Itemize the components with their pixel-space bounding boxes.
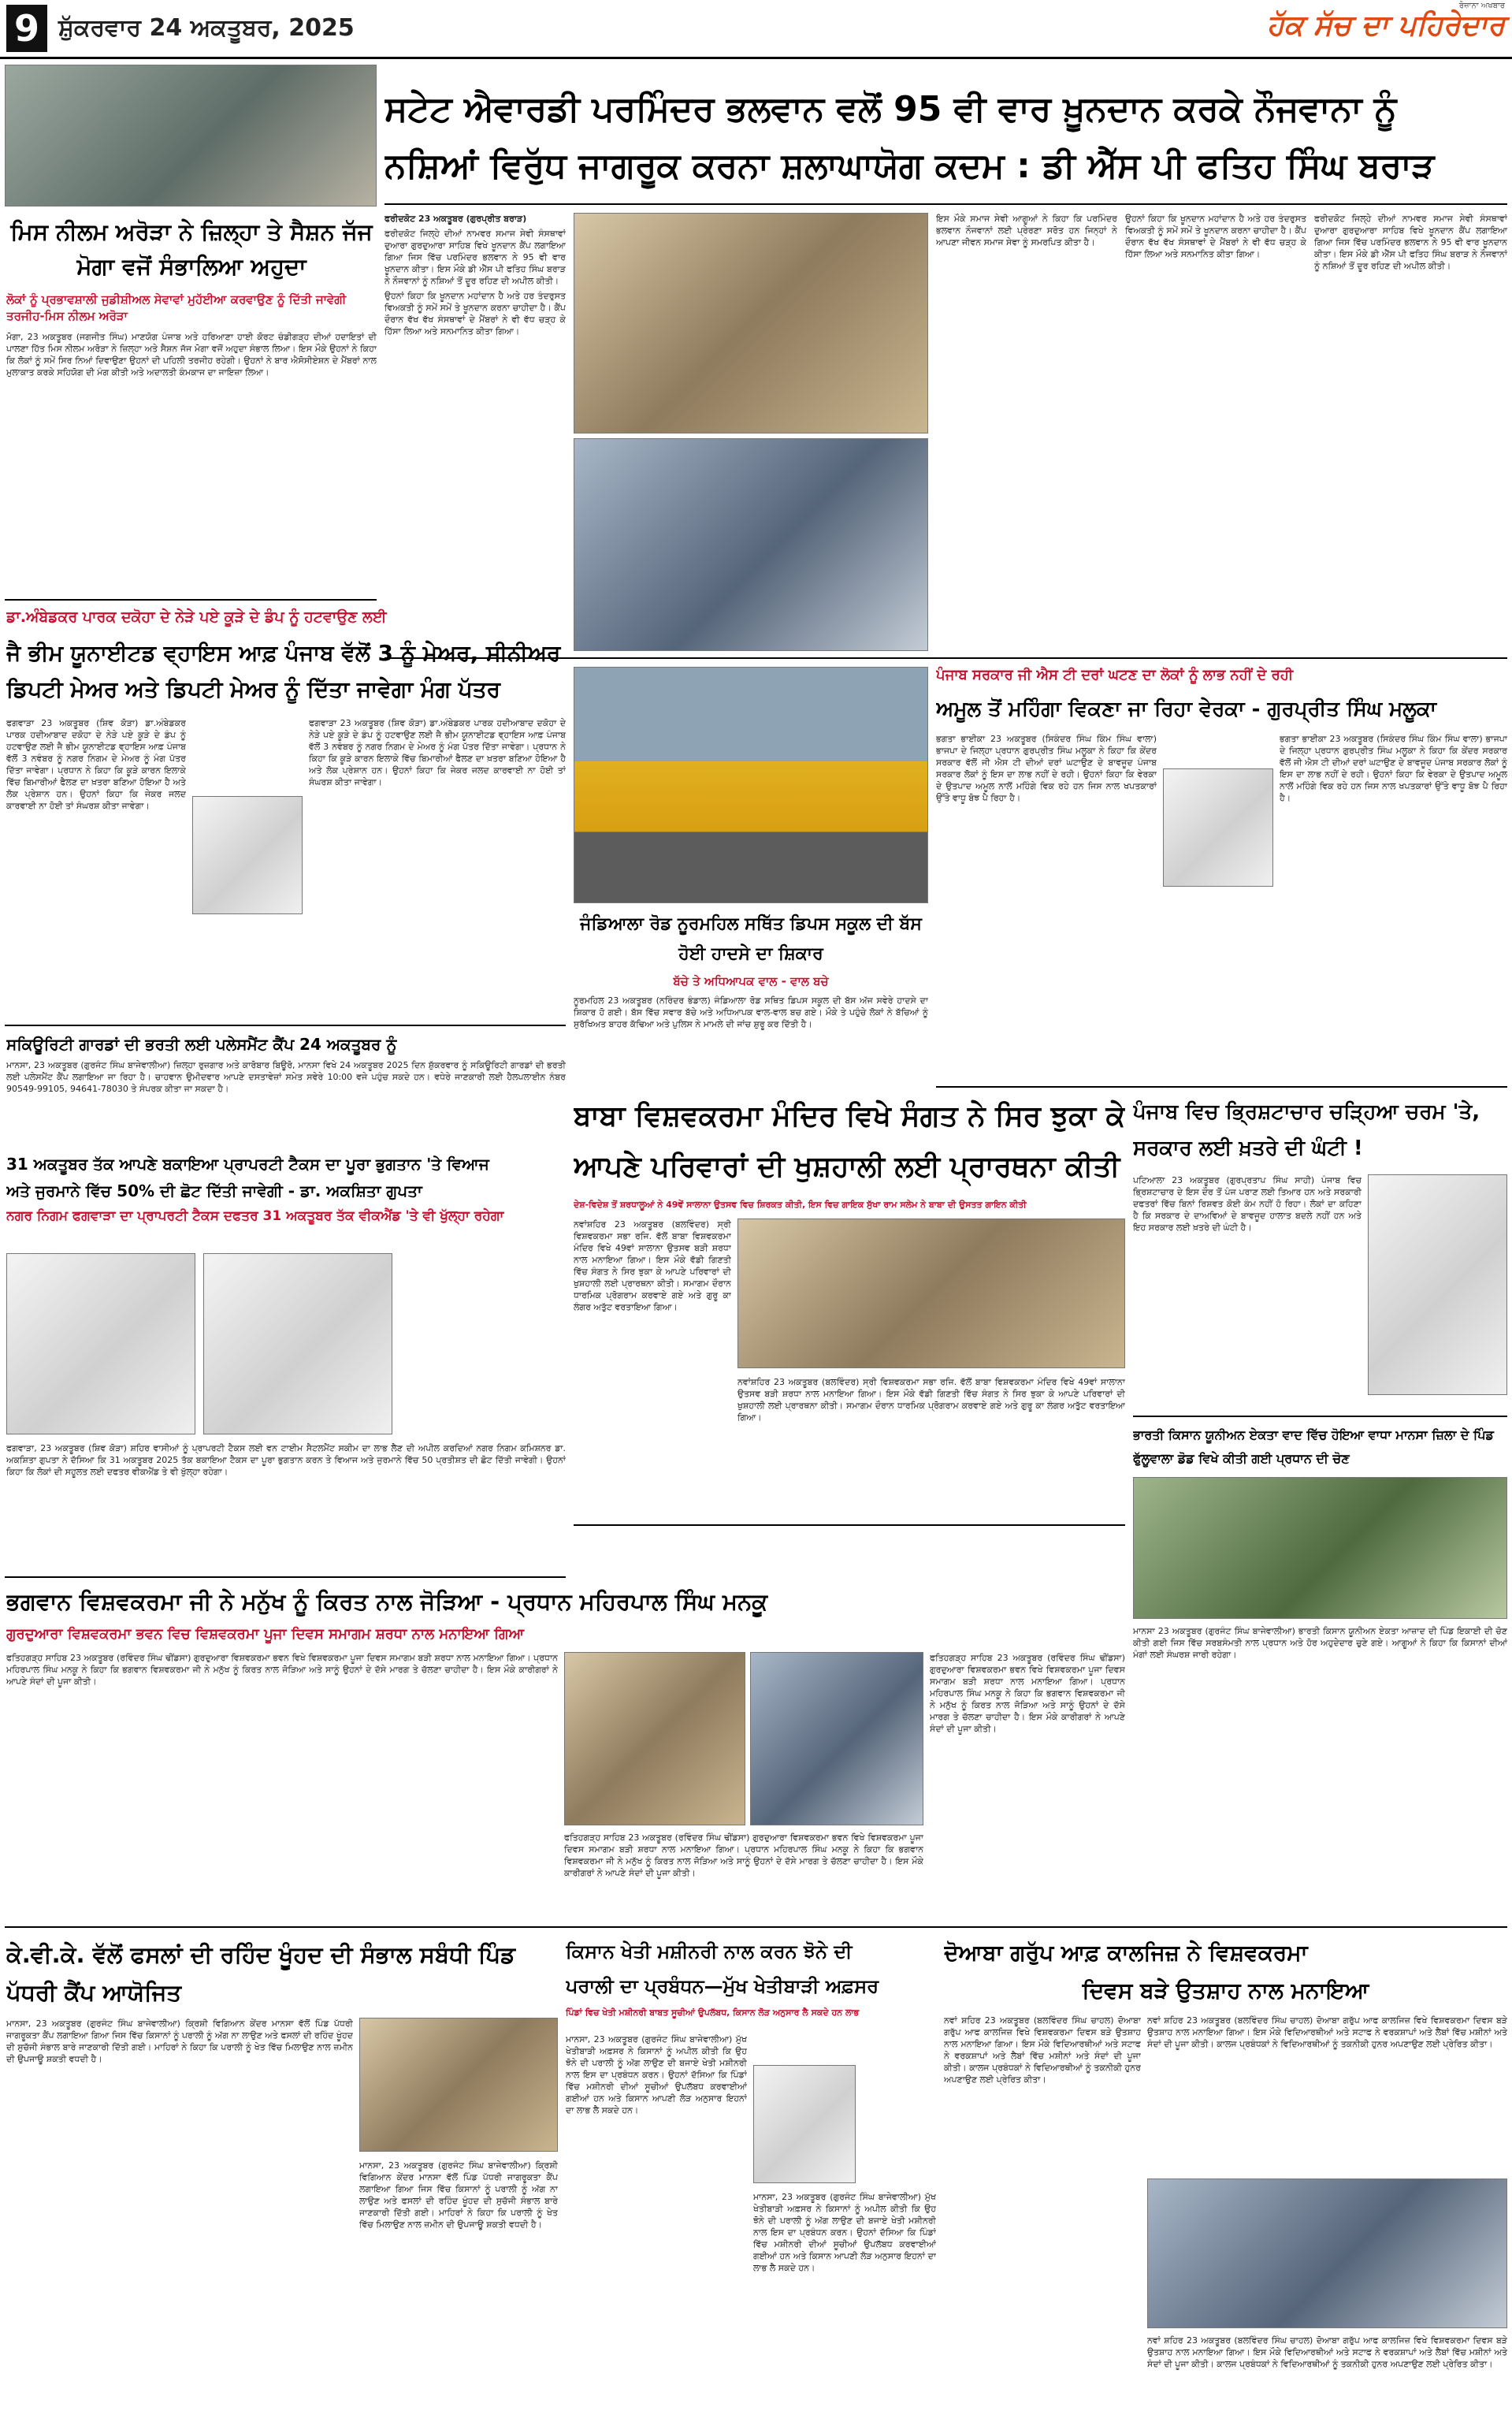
temple-body: ਨਵਾਂਸ਼ਹਿਰ 23 ਅਕਤੂਬਰ (ਬਲਵਿੰਦਰ) ਸ੍ਰੀ ਵਿਸ਼ਵਕਰਮਾ ਸਭਾ ਰਜਿ. ਵੱਲੋਂ ਬਾਬਾ ਵਿਸ਼ਵਕਰਮਾ ਮੰਦਿਰ ਵਿਖੇ 49ਵਾਂ ਸਾਲਾਨਾ ਉਤਸਵ ਬੜੀ ਸ਼ਰਧਾ ਨਾਲ ਮਨਾਇਆ ਗਿਆ। ਇਸ ਮੌਕੇ ਵੱਡੀ ਗਿਣਤੀ ਵਿੱਚ ਸੰਗਤ ਨੇ ਸਿਰ ਝੁਕਾ ਕੇ ਆਪਣੇ ਪਰਿਵਾਰਾਂ ਦੀ ਖੁਸ਼ਹਾਲੀ ਲਈ ਪ੍ਰਾਰਥਨਾ ਕੀਤੀ। ਸਮਾਗਮ ਦੌਰਾਨ ਧਾਰਮਿਕ ਪ੍ਰੋਗਰਾਮ ਕਰਵਾਏ ਗਏ ਅਤੇ ਗੁਰੂ ਕਾ ਲੰਗਰ ਅਤੁੱਟ ਵਰਤਾਇਆ ਗਿਆ।	[574, 1219, 731, 1312]
pooja-subhead: ਗੁਰਦੁਆਰਾ ਵਿਸ਼ਵਕਰਮਾ ਭਵਨ ਵਿਚ ਵਿਸ਼ਵਕਰਮਾ ਪੂਜਾ ਦਿਵਸ ਸਮਾਗਮ ਸ਼ਰਧਾ ਨਾਲ ਮਨਾਇਆ ਗਿਆ	[6, 1626, 525, 1643]
parali-headline-line2: ਪਰਾਲੀ ਦਾ ਪ੍ਰਬੰਧਨ—ਮੁੱਖ ਖੇਤੀਬਾੜੀ ਅਫ਼ਸਰ	[566, 1975, 879, 1997]
bus-body: ਨੂਰਮਹਿਲ 23 ਅਕਤੂਬਰ (ਨਰਿੰਦਰ ਭੰਡਾਲ) ਜੰਡਿਆਲਾ ਰੋਡ ਸਥਿਤ ਡਿਪਸ ਸਕੂਲ ਦੀ ਬੱਸ ਅੱਜ ਸਵੇਰੇ ਹਾਦਸੇ ਦਾ ਸ਼ਿਕਾਰ ਹੋ ਗਈ। ਬੱਸ ਵਿੱਚ ਸਵਾਰ ਬੱਚੇ ਅਤੇ ਅਧਿਆਪਕ ਵਾਲ-ਵਾਲ ਬਚ ਗਏ। ਮੌਕੇ ਤੇ ਪਹੁੰਚੇ ਲੋਕਾਂ ਨੇ ਬੱਚਿਆਂ ਨੂੰ ਸੁਰੱਖਿਅਤ ਬਾਹਰ ਕੱਢਿਆ ਅਤੇ ਪੁਲਿਸ ਨੇ ਮਾਮਲੇ ਦੀ ਜਾਂਚ ਸ਼ੁਰੂ ਕਰ ਦਿੱਤੀ ਹੈ।	[574, 995, 928, 1029]
judge-photo	[5, 65, 377, 206]
lead-body-p1-cont: ਉਹਨਾਂ ਕਿਹਾ ਕਿ ਖੂਨਦਾਨ ਮਹਾਂਦਾਨ ਹੈ ਅਤੇ ਹਰ ਤੰਦਰੁਸਤ ਵਿਅਕਤੀ ਨੂੰ ਸਮੇਂ ਸਮੇਂ ਤੇ ਖੂਨਦਾਨ ਕਰਨਾ ਚਾਹੀਦਾ ਹੈ। ਕੈਂਪ ਦੌਰਾਨ ਵੱਖ ਵੱਖ ਸੰਸਥਾਵਾਂ ਦੇ ਮੈਂਬਰਾਂ ਨੇ ਵੀ ਵੱਧ ਚੜ੍ਹ ਕੇ ਹਿੱਸਾ ਲਿਆ ਅਤੇ ਸਨਮਾਨਿਤ ਕੀਤਾ ਗਿਆ।	[1125, 214, 1306, 259]
security-body: ਮਾਨਸਾ, 23 ਅਕਤੂਬਰ (ਗੁਰਜੰਟ ਸਿੰਘ ਬਾਜੇਵਾਲੀਆ) ਜ਼ਿਲ੍ਹਾ ਰੁਜ਼ਗਾਰ ਅਤੇ ਕਾਰੋਬਾਰ ਬਿਊਰੋ, ਮਾਨਸਾ ਵਿਖੇ 24 ਅਕਤੂਬਰ 2025 ਦਿਨ ਸ਼ੁੱਕਰਵਾਰ ਨੂੰ ਸਕਿਊਰਿਟੀ ਗਾਰਡਾਂ ਦੀ ਭਰਤੀ ਲਈ ਪਲੇਸਮੈਂਟ ਕੈਂਪ ਲਗਾਇਆ ਜਾ ਰਿਹਾ ਹੈ। ਚਾਹਵਾਨ ਉਮੀਦਵਾਰ ਆਪਣੇ ਦਸਤਾਵੇਜ਼ਾਂ ਸਮੇਤ ਸਵੇਰੇ 10:00 ਵਜੇ ਪਹੁੰਚ ਸਕਦੇ ਹਨ। ਵਧੇਰੇ ਜਾਣਕਾਰੀ ਲਈ ਹੈਲਪਲਾਈਨ ਨੰਬਰ 90549-99105, 94641-78030 ਤੇ ਸੰਪਰਕ ਕੀਤਾ ਜਾ ਸਕਦਾ ਹੈ।	[6, 1060, 566, 1094]
tax-headline-line1: 31 ਅਕਤੂਬਰ ਤੱਕ ਆਪਣੇ ਬਕਾਇਆ ਪ੍ਰਾਪਰਟੀ ਟੈਕਸ ਦਾ ਪੂਰਾ ਭੁਗਤਾਨ 'ਤੇ ਵਿਆਜ	[6, 1155, 489, 1174]
parali-headline-line1: ਕਿਸਾਨ ਖੇਤੀ ਮਸ਼ੀਨਰੀ ਨਾਲ ਕਰਨ ਝੋਨੇ ਦੀ	[566, 1940, 853, 1963]
pooja-body-right: ਫਤਿਹਗੜ੍ਹ ਸਾਹਿਬ 23 ਅਕਤੂਬਰ (ਰਵਿੰਦਰ ਸਿੰਘ ਢੀਂਡਸਾ) ਗੁਰਦੁਆਰਾ ਵਿਸ਼ਵਕਰਮਾ ਭਵਨ ਵਿਖੇ ਵਿਸ਼ਵਕਰਮਾ ਪੂਜਾ ਦਿਵਸ ਸਮਾਗਮ ਬੜੀ ਸ਼ਰਧਾ ਨਾਲ ਮਨਾਇਆ ਗਿਆ। ਪ੍ਰਧਾਨ ਮਹਿਰਪਾਲ ਸਿੰਘ ਮਨਕੂ ਨੇ ਕਿਹਾ ਕਿ ਭਗਵਾਨ ਵਿਸ਼ਵਕਰਮਾ ਜੀ ਨੇ ਮਨੁੱਖ ਨੂੰ ਕਿਰਤ ਨਾਲ ਜੋੜਿਆ ਅਤੇ ਸਾਨੂੰ ਉਹਨਾਂ ਦੇ ਦੱਸੇ ਮਾਰਗ ਤੇ ਚੱਲਣਾ ਚਾਹੀਦਾ ਹੈ। ਇਸ ਮੌਕੇ ਕਾਰੀਗਰਾਂ ਨੇ ਆਪਣੇ ਸੰਦਾਂ ਦੀ ਪੂਜਾ ਕੀਤੀ।	[930, 1653, 1125, 1734]
pooja-photo-right	[750, 1652, 923, 1825]
verka-body: ਭਗਤਾ ਭਾਈਕਾ 23 ਅਕਤੂਬਰ (ਸਿਕੰਦਰ ਸਿੰਘ ਕਿੰਮ ਸਿੰਘ ਵਾਲਾ) ਭਾਜਪਾ ਦੇ ਜਿਲ੍ਹਾ ਪ੍ਰਧਾਨ ਗੁਰਪ੍ਰੀਤ ਸਿੰਘ ਮਲੂਕਾ ਨੇ ਕਿਹਾ ਕਿ ਕੇਂਦਰ ਸਰਕਾਰ ਵੱਲੋਂ ਜੀ ਐਸ ਟੀ ਦੀਆਂ ਦਰਾਂ ਘਟਾਉਣ ਦੇ ਬਾਵਜੂਦ ਪੰਜਾਬ ਸਰਕਾਰ ਲੋਕਾਂ ਨੂੰ ਇਸ ਦਾ ਲਾਭ ਨਹੀਂ ਦੇ ਰਹੀ। ਉਹਨਾਂ ਕਿਹਾ ਕਿ ਵੇਰਕਾ ਦੇ ਉਤਪਾਦ ਅਮੂਲ ਨਾਲੋਂ ਮਹਿੰਗੇ ਵਿਕ ਰਹੇ ਹਨ ਜਿਸ ਨਾਲ ਖਪਤਕਾਰਾਂ ਉੱਤੇ ਵਾਧੂ ਬੋਝ ਪੈ ਰਿਹਾ ਹੈ।	[936, 734, 1157, 803]
ambedkar-body-cont: ਫਗਵਾੜਾ 23 ਅਕਤੂਬਰ (ਸ਼ਿਵ ਕੋੜਾ) ਡਾ.ਅੰਬੇਡਕਰ ਪਾਰਕ ਹਦੀਆਬਾਦ ਦਕੋਹਾ ਦੇ ਨੇੜੇ ਪਏ ਕੂੜੇ ਦੇ ਡੰਪ ਨੂੰ ਹਟਵਾਉਣ ਲਈ ਜੈ ਭੀਮ ਯੂਨਾਈਟਡ ਵ੍ਹਾਇਸ ਆਫ਼ ਪੰਜਾਬ ਵੱਲੋਂ 3 ਨਵੰਬਰ ਨੂੰ ਨਗਰ ਨਿਗਮ ਦੇ ਮੇਅਰ ਨੂੰ ਮੰਗ ਪੱਤਰ ਦਿੱਤਾ ਜਾਵੇਗਾ। ਪ੍ਰਧਾਨ ਨੇ ਕਿਹਾ ਕਿ ਕੂੜੇ ਕਾਰਨ ਇਲਾਕੇ ਵਿੱਚ ਬਿਮਾਰੀਆਂ ਫੈਲਣ ਦਾ ਖ਼ਤਰਾ ਬਣਿਆ ਹੋਇਆ ਹੈ ਅਤੇ ਲੋਕ ਪ੍ਰੇਸ਼ਾਨ ਹਨ। ਉਹਨਾਂ ਕਿਹਾ ਕਿ ਜੇਕਰ ਜਲਦ ਕਾਰਵਾਈ ਨਾ ਹੋਈ ਤਾਂ ਸੰਘਰਸ਼ ਕੀਤਾ ਜਾਵੇਗਾ।	[309, 718, 566, 787]
lead-photo-group	[574, 213, 928, 433]
tax-photo-man	[6, 1253, 195, 1434]
lead-body-p1: ਫਰੀਦਕੋਟ ਜਿਲ੍ਹੇ ਦੀਆਂ ਨਾਮਵਰ ਸਮਾਜ ਸੇਵੀ ਸੰਸਥਾਵਾਂ ਦੁਆਰਾ ਗੁਰਦੁਆਰਾ ਸਾਹਿਬ ਵਿਖੇ ਖੂਨਦਾਨ ਕੈਂਪ ਲਗਾਇਆ ਗਿਆ ਜਿਸ ਵਿੱਚ ਪਰਮਿੰਦਰ ਭਲਵਾਨ ਨੇ 95 ਵੀ ਵਾਰ ਖੂਨਦਾਨ ਕੀਤਾ। ਇਸ ਮੌਕੇ ਡੀ ਐੱਸ ਪੀ ਫਤਿਹ ਸਿੰਘ ਬਰਾੜ ਨੇ ਨੌਜਵਾਨਾਂ ਨੂੰ ਨਸ਼ਿਆਂ ਤੋਂ ਦੂਰ ਰਹਿਣ ਦੀ ਅਪੀਲ ਕੀਤੀ।	[385, 229, 566, 286]
pooja-body: ਫਤਿਹਗੜ੍ਹ ਸਾਹਿਬ 23 ਅਕਤੂਬਰ (ਰਵਿੰਦਰ ਸਿੰਘ ਢੀਂਡਸਾ) ਗੁਰਦੁਆਰਾ ਵਿਸ਼ਵਕਰਮਾ ਭਵਨ ਵਿਖੇ ਵਿਸ਼ਵਕਰਮਾ ਪੂਜਾ ਦਿਵਸ ਸਮਾਗਮ ਬੜੀ ਸ਼ਰਧਾ ਨਾਲ ਮਨਾਇਆ ਗਿਆ। ਪ੍ਰਧਾਨ ਮਹਿਰਪਾਲ ਸਿੰਘ ਮਨਕੂ ਨੇ ਕਿਹਾ ਕਿ ਭਗਵਾਨ ਵਿਸ਼ਵਕਰਮਾ ਜੀ ਨੇ ਮਨੁੱਖ ਨੂੰ ਕਿਰਤ ਨਾਲ ਜੋੜਿਆ ਅਤੇ ਸਾਨੂੰ ਉਹਨਾਂ ਦੇ ਦੱਸੇ ਮਾਰਗ ਤੇ ਚੱਲਣਾ ਚਾਹੀਦਾ ਹੈ। ਇਸ ਮੌਕੇ ਕਾਰੀਗਰਾਂ ਨੇ ਆਪਣੇ ਸੰਦਾਂ ਦੀ ਪੂਜਾ ਕੀਤੀ।	[6, 1653, 558, 1687]
corruption-rule	[1133, 1416, 1507, 1417]
kisan-headline: ਭਾਰਤੀ ਕਿਸਾਨ ਯੂਨੀਅਨ ਏਕਤਾ ਵਾਦ ਵਿੱਚ ਹੋਇਆ ਵਾਧਾ ਮਾਨਸਾ ਜ਼ਿਲਾ ਦੇ ਪਿੰਡ ਫੁੱਲੂਵਾਲਾ ਡੋਡ ਵਿਖੇ ਕੀਤੀ ਗਈ ਪ੍ਰਧਾਨ ਦੀ ਚੋਣ	[1133, 1427, 1494, 1466]
pooja-body-cont: ਫਤਿਹਗੜ੍ਹ ਸਾਹਿਬ 23 ਅਕਤੂਬਰ (ਰਵਿੰਦਰ ਸਿੰਘ ਢੀਂਡਸਾ) ਗੁਰਦੁਆਰਾ ਵਿਸ਼ਵਕਰਮਾ ਭਵਨ ਵਿਖੇ ਵਿਸ਼ਵਕਰਮਾ ਪੂਜਾ ਦਿਵਸ ਸਮਾਗਮ ਬੜੀ ਸ਼ਰਧਾ ਨਾਲ ਮਨਾਇਆ ਗਿਆ। ਪ੍ਰਧਾਨ ਮਹਿਰਪਾਲ ਸਿੰਘ ਮਨਕੂ ਨੇ ਕਿਹਾ ਕਿ ਭਗਵਾਨ ਵਿਸ਼ਵਕਰਮਾ ਜੀ ਨੇ ਮਨੁੱਖ ਨੂੰ ਕਿਰਤ ਨਾਲ ਜੋੜਿਆ ਅਤੇ ਸਾਨੂੰ ਉਹਨਾਂ ਦੇ ਦੱਸੇ ਮਾਰਗ ਤੇ ਚੱਲਣਾ ਚਾਹੀਦਾ ਹੈ। ਇਸ ਮੌਕੇ ਕਾਰੀਗਰਾਂ ਨੇ ਆਪਣੇ ਸੰਦਾਂ ਦੀ ਪੂਜਾ ਕੀਤੀ।	[564, 1832, 923, 1878]
lead-rule	[385, 203, 1507, 205]
paper-name: ਹੱਕ ਸੱਚ ਦਾ ਪਹਿਰੇਦਾਰ	[1266, 9, 1505, 42]
corruption-cartoon	[1368, 1174, 1507, 1395]
corruption-headline: ਪੰਜਾਬ ਵਿਚ ਭ੍ਰਿਸ਼ਟਾਚਾਰ ਚੜ੍ਹਿਆ ਚਰਮ 'ਤੇ, ਸਰਕਾਰ ਲਈ ਖ਼ਤਰੇ ਦੀ ਘੰਟੀ !	[1133, 1100, 1480, 1160]
bus-headline: ਜੰਡਿਆਲਾ ਰੋਡ ਨੂਰਮਹਿਲ ਸਥਿੱਤ ਡਿਪਸ ਸਕੂਲ ਦੀ ਬੱਸ ਹੋਈ ਹਾਦਸੇ ਦਾ ਸ਼ਿਕਾਰ	[580, 914, 922, 964]
kisan-photo	[1133, 1477, 1507, 1619]
kvk-headline: ਕੇ.ਵੀ.ਕੇ. ਵੱਲੋਂ ਫਸਲਾਂ ਦੀ ਰਹਿੰਦ ਖੂੰਹਦ ਦੀ ਸੰਭਾਲ ਸਬੰਧੀ ਪਿੰਡ ਪੱਧਰੀ ਕੈਂਪ ਆਯੋਜਿਤ	[6, 1941, 516, 2006]
kvk-body-cont: ਮਾਨਸਾ, 23 ਅਕਤੂਬਰ (ਗੁਰਜੰਟ ਸਿੰਘ ਬਾਜੇਵਾਲੀਆ) ਕ੍ਰਿਸ਼ੀ ਵਿਗਿਆਨ ਕੇਂਦਰ ਮਾਨਸਾ ਵੱਲੋਂ ਪਿੰਡ ਪੱਧਰੀ ਜਾਗਰੂਕਤਾ ਕੈਂਪ ਲਗਾਇਆ ਗਿਆ ਜਿਸ ਵਿੱਚ ਕਿਸਾਨਾਂ ਨੂੰ ਪਰਾਲੀ ਨੂੰ ਅੱਗ ਨਾ ਲਾਉਣ ਅਤੇ ਫਸਲਾਂ ਦੀ ਰਹਿੰਦ ਖੂੰਹਦ ਦੀ ਸੁਚੱਜੀ ਸੰਭਾਲ ਬਾਰੇ ਜਾਣਕਾਰੀ ਦਿੱਤੀ ਗਈ। ਮਾਹਿਰਾਂ ਨੇ ਕਿਹਾ ਕਿ ਪਰਾਲੀ ਨੂੰ ਖੇਤ ਵਿੱਚ ਮਿਲਾਉਣ ਨਾਲ ਜ਼ਮੀਨ ਦੀ ਉਪਜਾਊ ਸ਼ਕਤੀ ਵਧਦੀ ਹੈ।	[359, 2160, 558, 2230]
corruption-body: ਪਟਿਆਲਾ 23 ਅਕਤੂਬਰ (ਗੁਰਪ੍ਰਤਾਪ ਸਿੰਘ ਸਾਹੀ) ਪੰਜਾਬ ਵਿਚ ਭ੍ਰਿਸ਼ਟਾਚਾਰ ਦੇ ਇਸ ਦੌਰ ਤੋਂ ਪੰਜ ਪਰਾਣ ਲਈ ਤਿਆਰ ਹਨ ਅਤੇ ਸਰਕਾਰੀ ਦਫਤਰਾਂ ਵਿੱਚ ਬਿਨਾਂ ਰਿਸ਼ਵਤ ਕੋਈ ਕੰਮ ਨਹੀਂ ਹੋ ਰਿਹਾ। ਲੋਕਾਂ ਦਾ ਕਹਿਣਾ ਹੈ ਕਿ ਸਰਕਾਰ ਦੇ ਦਾਅਵਿਆਂ ਦੇ ਬਾਵਜੂਦ ਹਾਲਾਤ ਬਦਲੇ ਨਹੀਂ ਹਨ ਅਤੇ ਇਹ ਸਰਕਾਰ ਲਈ ਖ਼ਤਰੇ ਦੀ ਘੰਟੀ ਹੈ।	[1133, 1175, 1362, 1233]
doaba-body-bottom: ਨਵਾਂ ਸ਼ਹਿਰ 23 ਅਕਤੂਬਰ (ਬਲਵਿੰਦਰ ਸਿੰਘ ਚਾਹਲ) ਦੋਆਬਾ ਗਰੁੱਪ ਆਫ ਕਾਲਜਿਜ਼ ਵਿਖੇ ਵਿਸ਼ਵਕਰਮਾ ਦਿਵਸ ਬੜੇ ਉਤਸ਼ਾਹ ਨਾਲ ਮਨਾਇਆ ਗਿਆ। ਇਸ ਮੌਕੇ ਵਿਦਿਆਰਥੀਆਂ ਅਤੇ ਸਟਾਫ ਨੇ ਵਰਕਸ਼ਾਪਾਂ ਅਤੇ ਲੈਬਾਂ ਵਿੱਚ ਮਸ਼ੀਨਾਂ ਅਤੇ ਸੰਦਾਂ ਦੀ ਪੂਜਾ ਕੀਤੀ। ਕਾਲਜ ਪ੍ਰਬੰਧਕਾਂ ਨੇ ਵਿਦਿਆਰਥੀਆਂ ਨੂੰ ਤਕਨੀਕੀ ਹੁਨਰ ਅਪਣਾਉਣ ਲਈ ਪ੍ਰੇਰਿਤ ਕੀਤਾ।	[1147, 2335, 1507, 2369]
parali-subhead: ਪਿੰਡਾਂ ਵਿਚ ਖੇਤੀ ਮਸ਼ੀਨਰੀ ਬਾਬਤ ਸੂਚੀਆਂ ਉਪਲੱਬਧ, ਕਿਸਾਨ ਲੋੜ ਅਨੁਸਾਰ ਲੈ ਸਕਦੇ ਹਨ ਲਾਭ	[566, 2007, 860, 2018]
masthead-rule	[0, 57, 1512, 59]
ambedkar-rule	[5, 1025, 566, 1026]
verka-rule	[936, 1086, 1507, 1088]
kvk-body: ਮਾਨਸਾ, 23 ਅਕਤੂਬਰ (ਗੁਰਜੰਟ ਸਿੰਘ ਬਾਜੇਵਾਲੀਆ) ਕ੍ਰਿਸ਼ੀ ਵਿਗਿਆਨ ਕੇਂਦਰ ਮਾਨਸਾ ਵੱਲੋਂ ਪਿੰਡ ਪੱਧਰੀ ਜਾਗਰੂਕਤਾ ਕੈਂਪ ਲਗਾਇਆ ਗਿਆ ਜਿਸ ਵਿੱਚ ਕਿਸਾਨਾਂ ਨੂੰ ਪਰਾਲੀ ਨੂੰ ਅੱਗ ਨਾ ਲਾਉਣ ਅਤੇ ਫਸਲਾਂ ਦੀ ਰਹਿੰਦ ਖੂੰਹਦ ਦੀ ਸੁਚੱਜੀ ਸੰਭਾਲ ਬਾਰੇ ਜਾਣਕਾਰੀ ਦਿੱਤੀ ਗਈ। ਮਾਹਿਰਾਂ ਨੇ ਕਿਹਾ ਕਿ ਪਰਾਲੀ ਨੂੰ ਖੇਤ ਵਿੱਚ ਮਿਲਾਉਣ ਨਾਲ ਜ਼ਮੀਨ ਦੀ ਉਪਜਾਊ ਸ਼ਕਤੀ ਵਧਦੀ ਹੈ।	[6, 2018, 353, 2064]
ambedkar-kicker: ਡਾ.ਅੰਬੇਡਕਰ ਪਾਰਕ ਦਕੋਹਾ ਦੇ ਨੇੜੇ ਪਏ ਕੂੜੇ ਦੇ ਡੰਪ ਨੂੰ ਹਟਵਾਉਣ ਲਈ	[6, 608, 387, 626]
lead-body-p2: ਉਹਨਾਂ ਕਿਹਾ ਕਿ ਖੂਨਦਾਨ ਮਹਾਂਦਾਨ ਹੈ ਅਤੇ ਹਰ ਤੰਦਰੁਸਤ ਵਿਅਕਤੀ ਨੂੰ ਸਮੇਂ ਸਮੇਂ ਤੇ ਖੂਨਦਾਨ ਕਰਨਾ ਚਾਹੀਦਾ ਹੈ। ਕੈਂਪ ਦੌਰਾਨ ਵੱਖ ਵੱਖ ਸੰਸਥਾਵਾਂ ਦੇ ਮੈਂਬਰਾਂ ਨੇ ਵੀ ਵੱਧ ਚੜ੍ਹ ਕੇ ਹਿੱਸਾ ਲਿਆ ਅਤੇ ਸਨਮਾਨਿਤ ਕੀਤਾ ਗਿਆ।	[385, 291, 566, 337]
ambedkar-headline: ਜੈ ਭੀਮ ਯੂਨਾਈਟਡ ਵ੍ਹਾਇਸ ਆਫ਼ ਪੰਜਾਬ ਵੱਲੋਂ 3 ਨੂੰ ਮੇਅਰ, ਸੀਨੀਅਰ ਡਿਪਟੀ ਮੇਅਰ ਅਤੇ ਡਿਪਟੀ ਮੇਅਰ ਨੂੰ ਦਿੱਤਾ ਜਾਵੇਗਾ ਮੰਗ ਪੱਤਰ	[6, 640, 561, 702]
tax-rule	[5, 1576, 566, 1578]
temple-body-cont: ਨਵਾਂਸ਼ਹਿਰ 23 ਅਕਤੂਬਰ (ਬਲਵਿੰਦਰ) ਸ੍ਰੀ ਵਿਸ਼ਵਕਰਮਾ ਸਭਾ ਰਜਿ. ਵੱਲੋਂ ਬਾਬਾ ਵਿਸ਼ਵਕਰਮਾ ਮੰਦਿਰ ਵਿਖੇ 49ਵਾਂ ਸਾਲਾਨਾ ਉਤਸਵ ਬੜੀ ਸ਼ਰਧਾ ਨਾਲ ਮਨਾਇਆ ਗਿਆ। ਇਸ ਮੌਕੇ ਵੱਡੀ ਗਿਣਤੀ ਵਿੱਚ ਸੰਗਤ ਨੇ ਸਿਰ ਝੁਕਾ ਕੇ ਆਪਣੇ ਪਰਿਵਾਰਾਂ ਦੀ ਖੁਸ਼ਹਾਲੀ ਲਈ ਪ੍ਰਾਰਥਨਾ ਕੀਤੀ। ਸਮਾਗਮ ਦੌਰਾਨ ਧਾਰਮਿਕ ਪ੍ਰੋਗਰਾਮ ਕਰਵਾਏ ਗਏ ਅਤੇ ਗੁਰੂ ਕਾ ਲੰਗਰ ਅਤੁੱਟ ਵਰਤਾਇਆ ਗਿਆ।	[737, 1377, 1125, 1423]
judge-body: ਮੋਗਾ, 23 ਅਕਤੂਬਰ (ਜਗਜੀਤ ਸਿੰਘ) ਮਾਣਯੋਗ ਪੰਜਾਬ ਅਤੇ ਹਰਿਆਣਾ ਹਾਈ ਕੋਰਟ ਚੰਡੀਗੜ੍ਹ ਦੀਆਂ ਹਦਾਇਤਾਂ ਦੀ ਪਾਲਣਾ ਹਿੱਤ ਮਿਸ ਨੀਲਮ ਅਰੋੜਾ ਨੇ ਜ਼ਿਲ੍ਹਾ ਅਤੇ ਸੈਸ਼ਨ ਜੱਜ ਮੋਗਾ ਵਜੋਂ ਅਹੁਦਾ ਸੰਭਾਲ ਲਿਆ। ਇਸ ਮੌਕੇ ਉਹਨਾਂ ਨੇ ਕਿਹਾ ਕਿ ਲੋਕਾਂ ਨੂੰ ਸਮੇਂ ਸਿਰ ਨਿਆਂ ਦਿਵਾਉਣਾ ਉਹਨਾਂ ਦੀ ਪਹਿਲੀ ਤਰਜੀਹ ਰਹੇਗੀ। ਉਹਨਾਂ ਨੇ ਬਾਰ ਐਸੋਸੀਏਸ਼ਨ ਦੇ ਮੈਂਬਰਾਂ ਨਾਲ ਮੁਲਾਕਾਤ ਕਰਕੇ ਸਹਿਯੋਗ ਦੀ ਮੰਗ ਕੀਤੀ ਅਤੇ ਅਦਾਲਤੀ ਕੰਮਕਾਜ ਦਾ ਜਾਇਜ਼ਾ ਲਿਆ।	[6, 332, 377, 378]
tax-headline-line2: ਅਤੇ ਜੁਰਮਾਨੇ ਵਿੱਚ 50% ਦੀ ਛੋਟ ਦਿੱਤੀ ਜਾਵੇਗੀ - ਡਾ. ਅਕਸ਼ਿਤਾ ਗੁਪਤਾ	[6, 1181, 422, 1200]
lead-body-p2-cont: ਫਰੀਦਕੋਟ ਜਿਲ੍ਹੇ ਦੀਆਂ ਨਾਮਵਰ ਸਮਾਜ ਸੇਵੀ ਸੰਸਥਾਵਾਂ ਦੁਆਰਾ ਗੁਰਦੁਆਰਾ ਸਾਹਿਬ ਵਿਖੇ ਖੂਨਦਾਨ ਕੈਂਪ ਲਗਾਇਆ ਗਿਆ ਜਿਸ ਵਿੱਚ ਪਰਮਿੰਦਰ ਭਲਵਾਨ ਨੇ 95 ਵੀ ਵਾਰ ਖੂਨਦਾਨ ਕੀਤਾ। ਇਸ ਮੌਕੇ ਡੀ ਐੱਸ ਪੀ ਫਤਿਹ ਸਿੰਘ ਬਰਾੜ ਨੇ ਨੌਜਵਾਨਾਂ ਨੂੰ ਨਸ਼ਿਆਂ ਤੋਂ ਦੂਰ ਰਹਿਣ ਦੀ ਅਪੀਲ ਕੀਤੀ।	[1314, 214, 1507, 271]
verka-kicker: ਪੰਜਾਬ ਸਰਕਾਰ ਜੀ ਐਸ ਟੀ ਦਰਾਂ ਘਟਣ ਦਾ ਲੋਕਾਂ ਨੂੰ ਲਾਭ ਨਹੀਂ ਦੇ ਰਹੀ	[936, 667, 1294, 683]
judge-subhead: ਲੋਕਾਂ ਨੂੰ ਪ੍ਰਭਾਵਸ਼ਾਲੀ ਜੁਡੀਸ਼ੀਅਲ ਸੇਵਾਵਾਂ ਮੁਹੱਈਆ ਕਰਵਾਉਣ ਨੂੰ ਦਿੱਤੀ ਜਾਵੇਗੀ ਤਰਜੀਹ-ਮਿਸ ਨੀਲਮ ਅਰੋੜਾ	[6, 292, 347, 323]
lead-dateline-body	[385, 213, 566, 654]
tax-subhead: ਨਗਰ ਨਿਗਮ ਫਗਵਾੜਾ ਦਾ ਪ੍ਰਾਪਰਟੀ ਟੈਕਸ ਦਫਤਰ 31 ਅਕਤੂਬਰ ਤੱਕ ਵੀਕਐਂਡ 'ਤੇ ਵੀ ਖੁੱਲ੍ਹਾ ਰਹੇਗਾ	[6, 1208, 504, 1224]
verka-body-cont: ਭਗਤਾ ਭਾਈਕਾ 23 ਅਕਤੂਬਰ (ਸਿਕੰਦਰ ਸਿੰਘ ਕਿੰਮ ਸਿੰਘ ਵਾਲਾ) ਭਾਜਪਾ ਦੇ ਜਿਲ੍ਹਾ ਪ੍ਰਧਾਨ ਗੁਰਪ੍ਰੀਤ ਸਿੰਘ ਮਲੂਕਾ ਨੇ ਕਿਹਾ ਕਿ ਕੇਂਦਰ ਸਰਕਾਰ ਵੱਲੋਂ ਜੀ ਐਸ ਟੀ ਦੀਆਂ ਦਰਾਂ ਘਟਾਉਣ ਦੇ ਬਾਵਜੂਦ ਪੰਜਾਬ ਸਰਕਾਰ ਲੋਕਾਂ ਨੂੰ ਇਸ ਦਾ ਲਾਭ ਨਹੀਂ ਦੇ ਰਹੀ। ਉਹਨਾਂ ਕਿਹਾ ਕਿ ਵੇਰਕਾ ਦੇ ਉਤਪਾਦ ਅਮੂਲ ਨਾਲੋਂ ਮਹਿੰਗੇ ਵਿਕ ਰਹੇ ਹਨ ਜਿਸ ਨਾਲ ਖਪਤਕਾਰਾਂ ਉੱਤੇ ਵਾਧੂ ਬੋਝ ਪੈ ਰਿਹਾ ਹੈ।	[1280, 734, 1507, 803]
temple-subhead: ਦੇਸ਼-ਵਿਦੇਸ਼ ਤੋਂ ਸ਼ਰਧਾਲੂਆਂ ਨੇ 49ਵੇਂ ਸਾਲਾਨਾ ਉਤਸਵ ਵਿਚ ਸ਼ਿਰਕਤ ਕੀਤੀ, ਇਸ ਵਿਚ ਗਾਇਕ ਸੁੱਖਾ ਰਾਮ ਸਲੇਮ ਨੇ ਬਾਬਾ ਦੀ ਉਸਤਤ ਗਾਇਨ ਕੀਤੀ	[574, 1200, 1027, 1210]
lead-body-p3: ਇਸ ਮੌਕੇ ਸਮਾਜ ਸੇਵੀ ਆਗੂਆਂ ਨੇ ਕਿਹਾ ਕਿ ਪਰਮਿੰਦਰ ਭਲਵਾਨ ਨੌਜਵਾਨਾਂ ਲਈ ਪ੍ਰੇਰਣਾ ਸਰੋਤ ਹਨ ਜਿਨ੍ਹਾਂ ਨੇ ਆਪਣਾ ਜੀਵਨ ਸਮਾਜ ਸੇਵਾ ਨੂੰ ਸਮਰਪਿਤ ਕੀਤਾ ਹੈ।	[936, 214, 1117, 247]
date-line: ਸ਼ੁੱਕਰਵਾਰ 24 ਅਕਤੂਬਰ, 2025	[58, 14, 355, 42]
ambedkar-body: ਫਗਵਾੜਾ 23 ਅਕਤੂਬਰ (ਸ਼ਿਵ ਕੋੜਾ) ਡਾ.ਅੰਬੇਡਕਰ ਪਾਰਕ ਹਦੀਆਬਾਦ ਦਕੋਹਾ ਦੇ ਨੇੜੇ ਪਏ ਕੂੜੇ ਦੇ ਡੰਪ ਨੂੰ ਹਟਵਾਉਣ ਲਈ ਜੈ ਭੀਮ ਯੂਨਾਈਟਡ ਵ੍ਹਾਇਸ ਆਫ਼ ਪੰਜਾਬ ਵੱਲੋਂ 3 ਨਵੰਬਰ ਨੂੰ ਨਗਰ ਨਿਗਮ ਦੇ ਮੇਅਰ ਨੂੰ ਮੰਗ ਪੱਤਰ ਦਿੱਤਾ ਜਾਵੇਗਾ। ਪ੍ਰਧਾਨ ਨੇ ਕਿਹਾ ਕਿ ਕੂੜੇ ਕਾਰਨ ਇਲਾਕੇ ਵਿੱਚ ਬਿਮਾਰੀਆਂ ਫੈਲਣ ਦਾ ਖ਼ਤਰਾ ਬਣਿਆ ਹੋਇਆ ਹੈ ਅਤੇ ਲੋਕ ਪ੍ਰੇਸ਼ਾਨ ਹਨ। ਉਹਨਾਂ ਕਿਹਾ ਕਿ ਜੇਕਰ ਜਲਦ ਕਾਰਵਾਈ ਨਾ ਹੋਈ ਤਾਂ ਸੰਘਰਸ਼ ਕੀਤਾ ਜਾਵੇਗਾ।	[6, 718, 186, 811]
pooja-rule	[5, 1926, 1507, 1928]
temple-photo-gathering	[737, 1219, 1125, 1368]
bus-subhead: ਬੱਚੇ ਤੇ ਅਧਿਆਪਕ ਵਾਲ - ਵਾਲ ਬਚੇ	[673, 974, 829, 988]
lead-headline-line1: ਸਟੇਟ ਐਵਾਰਡੀ ਪਰਮਿੰਦਰ ਭਲਵਾਨ ਵਲੋਂ 95 ਵੀ ਵਾਰ ਖ਼ੂਨਦਾਨ ਕਰਕੇ ਨੌਜਵਾਨਾ ਨੂੰ	[385, 89, 1397, 129]
school-bus-photo	[574, 667, 928, 903]
temple-headline-line1: ਬਾਬਾ ਵਿਸ਼ਵਕਰਮਾ ਮੰਦਿਰ ਵਿਖੇ ਸੰਗਤ ਨੇ ਸਿਰ ਝੁਕਾ ਕੇ	[574, 1100, 1125, 1133]
verka-headline: ਅਮੂਲ ਤੋਂ ਮਹਿੰਗਾ ਵਿਕਣਾ ਜਾ ਰਿਹਾ ਵੇਰਕਾ - ਗੁਰਪ੍ਰੀਤ ਸਿੰਘ ਮਲੂਕਾ	[936, 698, 1437, 721]
security-headline: ਸਕਿਊਰਿਟੀ ਗਾਰਡਾਂ ਦੀ ਭਰਤੀ ਲਈ ਪਲੇਸਮੈਂਟ ਕੈਂਪ 24 ਅਕਤੂਬਰ ਨੂੰ	[6, 1035, 397, 1054]
pooja-headline: ਭਗਵਾਨ ਵਿਸ਼ਵਕਰਮਾ ਜੀ ਨੇ ਮਨੁੱਖ ਨੂੰ ਕਿਰਤ ਨਾਲ ਜੋੜਿਆ - ਪ੍ਰਧਾਨ ਮਹਿਰਪਾਲ ਸਿੰਘ ਮਨਕੂ	[6, 1588, 767, 1615]
lead-headline-line2: ਨਸ਼ਿਆਂ ਵਿਰੁੱਧ ਜਾਗਰੂਕ ਕਰਨਾ ਸ਼ਲਾਘਾਯੋਗ ਕਦਮ : ਡੀ ਐੱਸ ਪੀ ਫਤਿਹ ਸਿੰਘ ਬਰਾੜ	[385, 146, 1435, 186]
tagline: ਰੋਜ਼ਾਨਾ ਅਖਬਾਰ	[1458, 2, 1505, 10]
parali-portrait	[753, 2065, 856, 2183]
lead-dateline: ਫਰੀਦਕੋਟ 23 ਅਕਤੂਬਰ (ਗੁਰਪ੍ਰੀਤ ਬਰਾੜ)	[385, 214, 527, 224]
tax-photo-woman	[203, 1253, 392, 1434]
doaba-headline-line1: ਦੋਆਬਾ ਗਰੁੱਪ ਆਫ਼ ਕਾਲਜਿਜ਼ ਨੇ ਵਿਸ਼ਵਕਰਮਾ	[944, 1940, 1308, 1966]
temple-rule	[574, 1524, 1125, 1526]
kvk-photo	[359, 2018, 558, 2152]
doaba-body: ਨਵਾਂ ਸ਼ਹਿਰ 23 ਅਕਤੂਬਰ (ਬਲਵਿੰਦਰ ਸਿੰਘ ਚਾਹਲ) ਦੋਆਬਾ ਗਰੁੱਪ ਆਫ ਕਾਲਜਿਜ਼ ਵਿਖੇ ਵਿਸ਼ਵਕਰਮਾ ਦਿਵਸ ਬੜੇ ਉਤਸ਼ਾਹ ਨਾਲ ਮਨਾਇਆ ਗਿਆ। ਇਸ ਮੌਕੇ ਵਿਦਿਆਰਥੀਆਂ ਅਤੇ ਸਟਾਫ ਨੇ ਵਰਕਸ਼ਾਪਾਂ ਅਤੇ ਲੈਬਾਂ ਵਿੱਚ ਮਸ਼ੀਨਾਂ ਅਤੇ ਸੰਦਾਂ ਦੀ ਪੂਜਾ ਕੀਤੀ। ਕਾਲਜ ਪ੍ਰਬੰਧਕਾਂ ਨੇ ਵਿਦਿਆਰਥੀਆਂ ਨੂੰ ਤਕਨੀਕੀ ਹੁਨਰ ਅਪਣਾਉਣ ਲਈ ਪ੍ਰੇਰਿਤ ਕੀਤਾ।	[944, 2015, 1141, 2085]
doaba-photo	[1147, 2178, 1507, 2328]
verka-portrait	[1163, 768, 1273, 887]
judge-headline: ਮਿਸ ਨੀਲਮ ਅਰੋੜਾ ਨੇ ਜ਼ਿਲ੍ਹਾ ਤੇ ਸੈਸ਼ਨ ਜੱਜ ਮੋਗਾ ਵਜੋਂ ਸੰਭਾਲਿਆ ਅਹੁਦਾ	[10, 218, 373, 280]
judge-rule	[5, 599, 377, 601]
parali-body: ਮਾਨਸਾ, 23 ਅਕਤੂਬਰ (ਗੁਰਜੰਟ ਸਿੰਘ ਬਾਜੇਵਾਲੀਆ) ਮੁੱਖ ਖੇਤੀਬਾੜੀ ਅਫ਼ਸਰ ਨੇ ਕਿਸਾਨਾਂ ਨੂੰ ਅਪੀਲ ਕੀਤੀ ਕਿ ਉਹ ਝੋਨੇ ਦੀ ਪਰਾਲੀ ਨੂੰ ਅੱਗ ਲਾਉਣ ਦੀ ਬਜਾਏ ਖੇਤੀ ਮਸ਼ੀਨਰੀ ਨਾਲ ਇਸ ਦਾ ਪ੍ਰਬੰਧਨ ਕਰਨ। ਉਹਨਾਂ ਦੱਸਿਆ ਕਿ ਪਿੰਡਾਂ ਵਿੱਚ ਮਸ਼ੀਨਰੀ ਦੀਆਂ ਸੂਚੀਆਂ ਉਪਲੱਬਧ ਕਰਵਾਈਆਂ ਗਈਆਂ ਹਨ ਅਤੇ ਕਿਸਾਨ ਆਪਣੀ ਲੋੜ ਅਨੁਸਾਰ ਇਹਨਾਂ ਦਾ ਲਾਭ ਲੈ ਸਕਦੇ ਹਨ।	[566, 2034, 747, 2115]
pooja-photo-left	[564, 1652, 745, 1825]
tax-body: ਫਗਵਾੜਾ, 23 ਅਕਤੂਬਰ (ਸ਼ਿਵ ਕੋੜਾ) ਸ਼ਹਿਰ ਵਾਸੀਆਂ ਨੂੰ ਪ੍ਰਾਪਰਟੀ ਟੈਕਸ ਲਈ ਵਨ ਟਾਈਮ ਸੈਟਲਮੈਂਟ ਸਕੀਮ ਦਾ ਲਾਭ ਲੈਣ ਦੀ ਅਪੀਲ ਕਰਦਿਆਂ ਨਗਰ ਨਿਗਮ ਕਮਿਸ਼ਨਰ ਡਾ. ਅਕਸ਼ਿਤਾ ਗੁਪਤਾ ਨੇ ਦੱਸਿਆ ਕਿ 31 ਅਕਤੂਬਰ 2025 ਤੱਕ ਬਕਾਇਆ ਟੈਕਸ ਦਾ ਪੂਰਾ ਭੁਗਤਾਨ ਕਰਨ ਤੇ ਵਿਆਜ ਅਤੇ ਜੁਰਮਾਨੇ ਵਿੱਚ 50 ਪ੍ਰਤੀਸ਼ਤ ਦੀ ਛੋਟ ਦਿੱਤੀ ਜਾਵੇਗੀ। ਉਹਨਾਂ ਕਿਹਾ ਕਿ ਲੋਕਾਂ ਦੀ ਸਹੂਲਤ ਲਈ ਦਫਤਰ ਵੀਕਐਂਡ ਤੇ ਵੀ ਖੁੱਲ੍ਹਾ ਰਹੇਗਾ।	[6, 1443, 566, 1477]
lead-photo-donation	[574, 438, 928, 651]
kisan-body: ਮਾਨਸਾ 23 ਅਕਤੂਬਰ (ਗੁਰਜੰਟ ਸਿੰਘ ਬਾਜੇਵਾਲੀਆ) ਭਾਰਤੀ ਕਿਸਾਨ ਯੂਨੀਅਨ ਏਕਤਾ ਆਜ਼ਾਦ ਦੀ ਪਿੰਡ ਇਕਾਈ ਦੀ ਚੋਣ ਕੀਤੀ ਗਈ ਜਿਸ ਵਿੱਚ ਸਰਬਸੰਮਤੀ ਨਾਲ ਪ੍ਰਧਾਨ ਅਤੇ ਹੋਰ ਅਹੁਦੇਦਾਰ ਚੁਣੇ ਗਏ। ਆਗੂਆਂ ਨੇ ਕਿਹਾ ਕਿ ਕਿਸਾਨਾਂ ਦੀਆਂ ਮੰਗਾਂ ਲਈ ਸੰਘਰਸ਼ ਜਾਰੀ ਰਹੇਗਾ।	[1133, 1626, 1507, 1660]
parali-body-cont: ਮਾਨਸਾ, 23 ਅਕਤੂਬਰ (ਗੁਰਜੰਟ ਸਿੰਘ ਬਾਜੇਵਾਲੀਆ) ਮੁੱਖ ਖੇਤੀਬਾੜੀ ਅਫ਼ਸਰ ਨੇ ਕਿਸਾਨਾਂ ਨੂੰ ਅਪੀਲ ਕੀਤੀ ਕਿ ਉਹ ਝੋਨੇ ਦੀ ਪਰਾਲੀ ਨੂੰ ਅੱਗ ਲਾਉਣ ਦੀ ਬਜਾਏ ਖੇਤੀ ਮਸ਼ੀਨਰੀ ਨਾਲ ਇਸ ਦਾ ਪ੍ਰਬੰਧਨ ਕਰਨ। ਉਹਨਾਂ ਦੱਸਿਆ ਕਿ ਪਿੰਡਾਂ ਵਿੱਚ ਮਸ਼ੀਨਰੀ ਦੀਆਂ ਸੂਚੀਆਂ ਉਪਲੱਬਧ ਕਰਵਾਈਆਂ ਗਈਆਂ ਹਨ ਅਤੇ ਕਿਸਾਨ ਆਪਣੀ ਲੋੜ ਅਨੁਸਾਰ ਇਹਨਾਂ ਦਾ ਲਾਭ ਲੈ ਸਕਦੇ ਹਨ।	[753, 2192, 936, 2273]
masthead	[0, 0, 1512, 57]
temple-headline-line2: ਆਪਣੇ ਪਰਿਵਾਰਾਂ ਦੀ ਖੁਸ਼ਹਾਲੀ ਲਈ ਪ੍ਰਾਰਥਨਾ ਕੀਤੀ	[574, 1151, 1120, 1183]
ambedkar-portrait	[192, 796, 303, 914]
doaba-headline-line2: ਦਿਵਸ ਬੜੇ ਉਤਸ਼ਾਹ ਨਾਲ ਮਨਾਇਆ	[1082, 1978, 1369, 2004]
doaba-body-cont: ਨਵਾਂ ਸ਼ਹਿਰ 23 ਅਕਤੂਬਰ (ਬਲਵਿੰਦਰ ਸਿੰਘ ਚਾਹਲ) ਦੋਆਬਾ ਗਰੁੱਪ ਆਫ ਕਾਲਜਿਜ਼ ਵਿਖੇ ਵਿਸ਼ਵਕਰਮਾ ਦਿਵਸ ਬੜੇ ਉਤਸ਼ਾਹ ਨਾਲ ਮਨਾਇਆ ਗਿਆ। ਇਸ ਮੌਕੇ ਵਿਦਿਆਰਥੀਆਂ ਅਤੇ ਸਟਾਫ ਨੇ ਵਰਕਸ਼ਾਪਾਂ ਅਤੇ ਲੈਬਾਂ ਵਿੱਚ ਮਸ਼ੀਨਾਂ ਅਤੇ ਸੰਦਾਂ ਦੀ ਪੂਜਾ ਕੀਤੀ। ਕਾਲਜ ਪ੍ਰਬੰਧਕਾਂ ਨੇ ਵਿਦਿਆਰਥੀਆਂ ਨੂੰ ਤਕਨੀਕੀ ਹੁਨਰ ਅਪਣਾਉਣ ਲਈ ਪ੍ਰੇਰਿਤ ਕੀਤਾ।	[1147, 2015, 1507, 2049]
page-number: 9	[6, 5, 47, 52]
